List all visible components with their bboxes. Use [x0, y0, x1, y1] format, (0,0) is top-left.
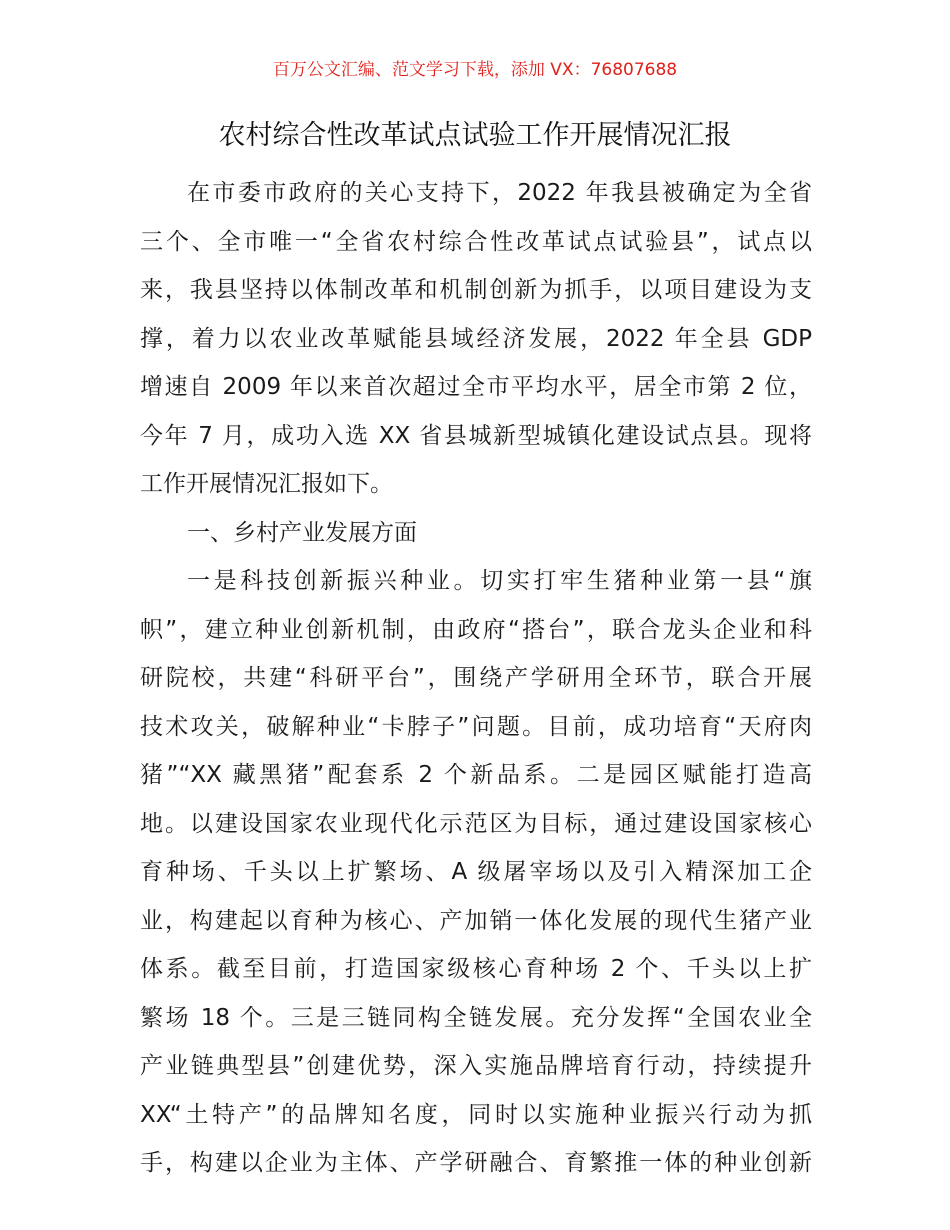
paragraph-line: 撑，着力以农业改革赋能县域经济发展，2022 年全县 GDP — [140, 325, 812, 352]
paragraph-line: 猪”“XX 藏黑猪”配套系 2 个新品系。二是园区赋能打造高 — [140, 762, 812, 788]
page-title: 农村综合性改革试点试验工作开展情况汇报 — [218, 120, 732, 151]
paragraph-line: 一是科技创新振兴种业。切实打牢生猪种业第一县“旗 — [187, 568, 812, 594]
paragraph-line: 技术攻关，破解种业“卡脖子”问题。目前，成功培育“天府肉 — [140, 713, 812, 740]
paragraph-line: 来，我县坚持以体制改革和机制创新为抓手，以项目建设为支 — [140, 277, 812, 303]
paragraph-line: 研院校，共建“科研平台”，围绕产学研用全环节，联合开展 — [140, 665, 812, 691]
header-watermark-text: 百万公文汇编、范文学习下载，添加 VX：76807688 — [272, 60, 678, 80]
paragraph-line: 育种场、千头以上扩繁场、A 级屠宰场以及引入精深加工企 — [140, 859, 812, 885]
paragraph-line: 手，构建以企业为主体、产学研融合、育繁推一体的种业创新 — [140, 1150, 812, 1176]
document-body — [140, 174, 812, 1193]
paragraph-line: 业，构建起以育种为核心、产加销一体化发展的现代生猪产业 — [140, 907, 812, 934]
paragraph-line: 今年 7 月，成功入选 XX 省县城新型城镇化建设试点县。现将 — [140, 422, 812, 449]
section-heading: 一、乡村产业发展方面 — [187, 519, 417, 546]
paragraph-line: 地。以建设国家农业现代化示范区为目标，通过建设国家核心 — [140, 810, 812, 837]
paragraph-line: 产业链典型县”创建优势，深入实施品牌培育行动，持续提升 — [140, 1053, 812, 1079]
paragraph-line: 繁场 18 个。三是三链同构全链发展。充分发挥“全国农业全 — [140, 1004, 812, 1031]
paragraph-line: 帜”，建立种业创新机制，由政府“搭台”，联合龙头企业和科 — [140, 616, 812, 643]
paragraph-line: 在市委市政府的关心支持下，2022 年我县被确定为全省 — [187, 180, 812, 206]
paragraph-line: 工作开展情况汇报如下。 — [140, 471, 393, 497]
paragraph-line: 体系。截至目前，打造国家级核心育种场 2 个、千头以上扩 — [140, 956, 812, 982]
paragraph-line: 增速自 2009 年以来首次超过全市平均水平，居全市第 2 位， — [140, 374, 812, 400]
paragraph-line: XX“土特产”的品牌知名度，同时以实施种业振兴行动为抓 — [140, 1101, 812, 1128]
paragraph-line: 三个、全市唯一“全省农村综合性改革试点试验县”，试点以 — [140, 228, 812, 255]
